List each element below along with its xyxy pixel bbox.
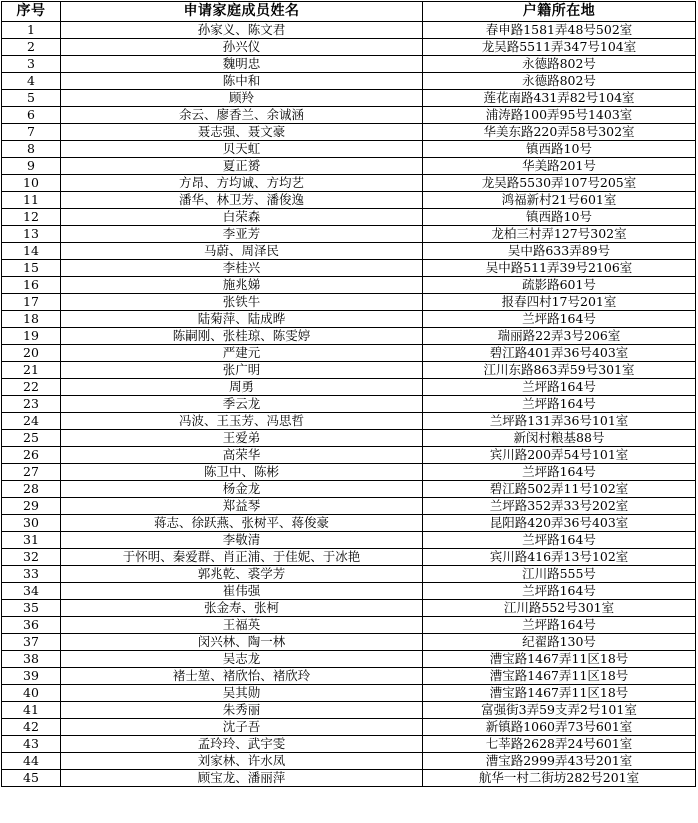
cell-applicant-names: 魏明忠 xyxy=(61,56,423,73)
cell-serial-number: 6 xyxy=(2,107,61,124)
cell-applicant-names: 陈中和 xyxy=(61,73,423,90)
cell-serial-number: 33 xyxy=(2,566,61,583)
cell-applicant-names: 冯波、王玉芳、冯思哲 xyxy=(61,413,423,430)
table-row xyxy=(2,634,696,651)
cell-serial-number: 38 xyxy=(2,651,61,668)
cell-serial-number: 29 xyxy=(2,498,61,515)
cell-serial-number: 5 xyxy=(2,90,61,107)
cell-serial-number: 21 xyxy=(2,362,61,379)
table-row xyxy=(2,260,696,277)
cell-applicant-names: 陆菊萍、陆成晔 xyxy=(61,311,423,328)
cell-household-registration: 吴中路633弄89号 xyxy=(423,243,696,260)
cell-household-registration: 新闵村粮基88号 xyxy=(423,430,696,447)
cell-applicant-names: 聂志强、聂文豪 xyxy=(61,124,423,141)
cell-applicant-names: 马蔚、周泽民 xyxy=(61,243,423,260)
cell-serial-number: 18 xyxy=(2,311,61,328)
cell-serial-number: 25 xyxy=(2,430,61,447)
cell-household-registration: 宾川路200弄54号101室 xyxy=(423,447,696,464)
cell-household-registration: 永德路802号 xyxy=(423,73,696,90)
cell-applicant-names: 李桂兴 xyxy=(61,260,423,277)
cell-serial-number: 40 xyxy=(2,685,61,702)
cell-household-registration: 龙吴路5530弄107号205室 xyxy=(423,175,696,192)
table-row xyxy=(2,617,696,634)
cell-serial-number: 41 xyxy=(2,702,61,719)
cell-household-registration: 江川路555号 xyxy=(423,566,696,583)
cell-household-registration: 龙吴路5511弄347号104室 xyxy=(423,39,696,56)
table-row xyxy=(2,396,696,413)
table-row xyxy=(2,277,696,294)
table-row xyxy=(2,413,696,430)
cell-household-registration: 漕宝路1467弄11区18号 xyxy=(423,685,696,702)
cell-household-registration: 莲花南路431弄82号104室 xyxy=(423,90,696,107)
cell-household-registration: 兰坪路352弄33号202室 xyxy=(423,498,696,515)
cell-applicant-names: 余云、廖香兰、余诚涵 xyxy=(61,107,423,124)
table-row xyxy=(2,192,696,209)
cell-applicant-names: 杨金龙 xyxy=(61,481,423,498)
table-row xyxy=(2,481,696,498)
cell-serial-number: 34 xyxy=(2,583,61,600)
table-row xyxy=(2,158,696,175)
cell-applicant-names: 潘华、林卫芳、潘俊逸 xyxy=(61,192,423,209)
cell-applicant-names: 顾羚 xyxy=(61,90,423,107)
table-row xyxy=(2,294,696,311)
table-row xyxy=(2,362,696,379)
cell-applicant-names: 李亚芳 xyxy=(61,226,423,243)
table-row xyxy=(2,226,696,243)
cell-household-registration: 兰坪路164号 xyxy=(423,583,696,600)
cell-applicant-names: 方昂、方均诚、方均艺 xyxy=(61,175,423,192)
cell-serial-number: 12 xyxy=(2,209,61,226)
table-row xyxy=(2,107,696,124)
table-row xyxy=(2,515,696,532)
cell-household-registration: 富强街3弄59支弄2号101室 xyxy=(423,702,696,719)
table-row xyxy=(2,209,696,226)
cell-applicant-names: 周勇 xyxy=(61,379,423,396)
table-row xyxy=(2,464,696,481)
table-row xyxy=(2,702,696,719)
cell-applicant-names: 崔伟强 xyxy=(61,583,423,600)
cell-applicant-names: 陈卫中、陈彬 xyxy=(61,464,423,481)
header-serial-number: 序号 xyxy=(2,2,61,22)
cell-household-registration: 疏影路601号 xyxy=(423,277,696,294)
cell-household-registration: 浦涛路100弄95号1403室 xyxy=(423,107,696,124)
cell-serial-number: 43 xyxy=(2,736,61,753)
cell-applicant-names: 于怀明、秦爱群、肖正浦、于佳妮、于冰艳 xyxy=(61,549,423,566)
table-row xyxy=(2,566,696,583)
table-row xyxy=(2,379,696,396)
cell-serial-number: 28 xyxy=(2,481,61,498)
cell-applicant-names: 严建元 xyxy=(61,345,423,362)
cell-household-registration: 漕宝路1467弄11区18号 xyxy=(423,651,696,668)
cell-household-registration: 兰坪路131弄36号101室 xyxy=(423,413,696,430)
cell-serial-number: 30 xyxy=(2,515,61,532)
cell-applicant-names: 施兆娣 xyxy=(61,277,423,294)
cell-household-registration: 兰坪路164号 xyxy=(423,379,696,396)
cell-applicant-names: 白荣森 xyxy=(61,209,423,226)
cell-applicant-names: 刘家林、许水凤 xyxy=(61,753,423,770)
cell-applicant-names: 朱秀丽 xyxy=(61,702,423,719)
cell-serial-number: 2 xyxy=(2,39,61,56)
cell-applicant-names: 孟玲玲、武宇雯 xyxy=(61,736,423,753)
cell-serial-number: 3 xyxy=(2,56,61,73)
cell-serial-number: 42 xyxy=(2,719,61,736)
cell-serial-number: 26 xyxy=(2,447,61,464)
cell-applicant-names: 褚士堃、褚欣怡、褚欣玲 xyxy=(61,668,423,685)
table-row xyxy=(2,328,696,345)
cell-household-registration: 纪翟路130号 xyxy=(423,634,696,651)
table-row xyxy=(2,22,696,39)
cell-household-registration: 新镇路1060弄73号601室 xyxy=(423,719,696,736)
cell-serial-number: 9 xyxy=(2,158,61,175)
cell-serial-number: 37 xyxy=(2,634,61,651)
cell-household-registration: 镇西路10号 xyxy=(423,141,696,158)
table-row xyxy=(2,668,696,685)
cell-household-registration: 昆阳路420弄36号403室 xyxy=(423,515,696,532)
cell-serial-number: 39 xyxy=(2,668,61,685)
table-row xyxy=(2,736,696,753)
table-row xyxy=(2,770,696,787)
cell-serial-number: 44 xyxy=(2,753,61,770)
cell-applicant-names: 郑益琴 xyxy=(61,498,423,515)
table-row xyxy=(2,651,696,668)
cell-serial-number: 15 xyxy=(2,260,61,277)
cell-applicant-names: 王福英 xyxy=(61,617,423,634)
cell-applicant-names: 李敬清 xyxy=(61,532,423,549)
cell-applicant-names: 高荣华 xyxy=(61,447,423,464)
cell-household-registration: 江川东路863弄59号301室 xyxy=(423,362,696,379)
cell-serial-number: 17 xyxy=(2,294,61,311)
cell-household-registration: 兰坪路164号 xyxy=(423,617,696,634)
cell-applicant-names: 沈子吾 xyxy=(61,719,423,736)
cell-household-registration: 七莘路2628弄24号601室 xyxy=(423,736,696,753)
cell-serial-number: 32 xyxy=(2,549,61,566)
cell-serial-number: 24 xyxy=(2,413,61,430)
cell-serial-number: 14 xyxy=(2,243,61,260)
table-row xyxy=(2,243,696,260)
cell-household-registration: 漕宝路1467弄11区18号 xyxy=(423,668,696,685)
table-row xyxy=(2,447,696,464)
cell-applicant-names: 季云龙 xyxy=(61,396,423,413)
cell-applicant-names: 孙家义、陈文君 xyxy=(61,22,423,39)
cell-household-registration: 宾川路416弄13号102室 xyxy=(423,549,696,566)
cell-household-registration: 兰坪路164号 xyxy=(423,464,696,481)
cell-serial-number: 4 xyxy=(2,73,61,90)
table-row xyxy=(2,56,696,73)
cell-serial-number: 31 xyxy=(2,532,61,549)
table-row xyxy=(2,600,696,617)
cell-household-registration: 兰坪路164号 xyxy=(423,532,696,549)
table-row xyxy=(2,124,696,141)
cell-household-registration: 江川路552号301室 xyxy=(423,600,696,617)
cell-applicant-names: 陈嗣刚、张桂琼、陈雯婷 xyxy=(61,328,423,345)
cell-household-registration: 华美路201号 xyxy=(423,158,696,175)
cell-household-registration: 春申路1581弄48号502室 xyxy=(423,22,696,39)
cell-household-registration: 航华一村二街坊282号201室 xyxy=(423,770,696,787)
cell-applicant-names: 夏正赟 xyxy=(61,158,423,175)
cell-serial-number: 13 xyxy=(2,226,61,243)
header-household-registration: 户籍所在地 xyxy=(423,2,696,22)
cell-applicant-names: 蒋志、徐跃燕、张树平、蒋俊豪 xyxy=(61,515,423,532)
cell-applicant-names: 郭兆乾、裘学芳 xyxy=(61,566,423,583)
cell-applicant-names: 张金寿、张柯 xyxy=(61,600,423,617)
table-row xyxy=(2,685,696,702)
cell-applicant-names: 闵兴林、陶一林 xyxy=(61,634,423,651)
cell-household-registration: 碧江路502弄11号102室 xyxy=(423,481,696,498)
table-row xyxy=(2,719,696,736)
cell-serial-number: 19 xyxy=(2,328,61,345)
cell-serial-number: 7 xyxy=(2,124,61,141)
cell-serial-number: 10 xyxy=(2,175,61,192)
cell-applicant-names: 顾宝龙、潘丽萍 xyxy=(61,770,423,787)
cell-household-registration: 龙柏三村弄127号302室 xyxy=(423,226,696,243)
table-row xyxy=(2,583,696,600)
cell-applicant-names: 孙兴仪 xyxy=(61,39,423,56)
cell-household-registration: 吴中路511弄39号2106室 xyxy=(423,260,696,277)
cell-applicant-names: 贝天虹 xyxy=(61,141,423,158)
cell-applicant-names: 张广明 xyxy=(61,362,423,379)
cell-serial-number: 11 xyxy=(2,192,61,209)
cell-household-registration: 碧江路401弄36号403室 xyxy=(423,345,696,362)
table-row xyxy=(2,345,696,362)
table-row xyxy=(2,73,696,90)
cell-serial-number: 23 xyxy=(2,396,61,413)
table-row xyxy=(2,532,696,549)
cell-serial-number: 20 xyxy=(2,345,61,362)
cell-serial-number: 36 xyxy=(2,617,61,634)
cell-household-registration: 报春四村17号201室 xyxy=(423,294,696,311)
table-row xyxy=(2,430,696,447)
cell-applicant-names: 张铁牛 xyxy=(61,294,423,311)
table-row xyxy=(2,498,696,515)
cell-household-registration: 瑞丽路22弄3号206室 xyxy=(423,328,696,345)
table-row xyxy=(2,39,696,56)
cell-serial-number: 1 xyxy=(2,22,61,39)
header-row xyxy=(2,2,696,22)
cell-applicant-names: 吴志龙 xyxy=(61,651,423,668)
cell-applicant-names: 王爱弟 xyxy=(61,430,423,447)
table-row xyxy=(2,90,696,107)
cell-serial-number: 22 xyxy=(2,379,61,396)
applicant-table xyxy=(1,1,696,787)
table-body xyxy=(2,22,696,787)
header-applicant-names: 申请家庭成员姓名 xyxy=(61,2,423,22)
cell-household-registration: 漕宝路2999弄43号201室 xyxy=(423,753,696,770)
cell-household-registration: 镇西路10号 xyxy=(423,209,696,226)
table-row xyxy=(2,753,696,770)
cell-serial-number: 27 xyxy=(2,464,61,481)
cell-household-registration: 永德路802号 xyxy=(423,56,696,73)
table-row xyxy=(2,141,696,158)
cell-serial-number: 16 xyxy=(2,277,61,294)
cell-applicant-names: 吴其勋 xyxy=(61,685,423,702)
cell-household-registration: 鸿福新村21号601室 xyxy=(423,192,696,209)
cell-household-registration: 兰坪路164号 xyxy=(423,311,696,328)
cell-household-registration: 兰坪路164号 xyxy=(423,396,696,413)
table-row xyxy=(2,311,696,328)
cell-serial-number: 45 xyxy=(2,770,61,787)
cell-household-registration: 华美东路220弄58号302室 xyxy=(423,124,696,141)
cell-serial-number: 8 xyxy=(2,141,61,158)
cell-serial-number: 35 xyxy=(2,600,61,617)
table-row xyxy=(2,175,696,192)
table-row xyxy=(2,549,696,566)
